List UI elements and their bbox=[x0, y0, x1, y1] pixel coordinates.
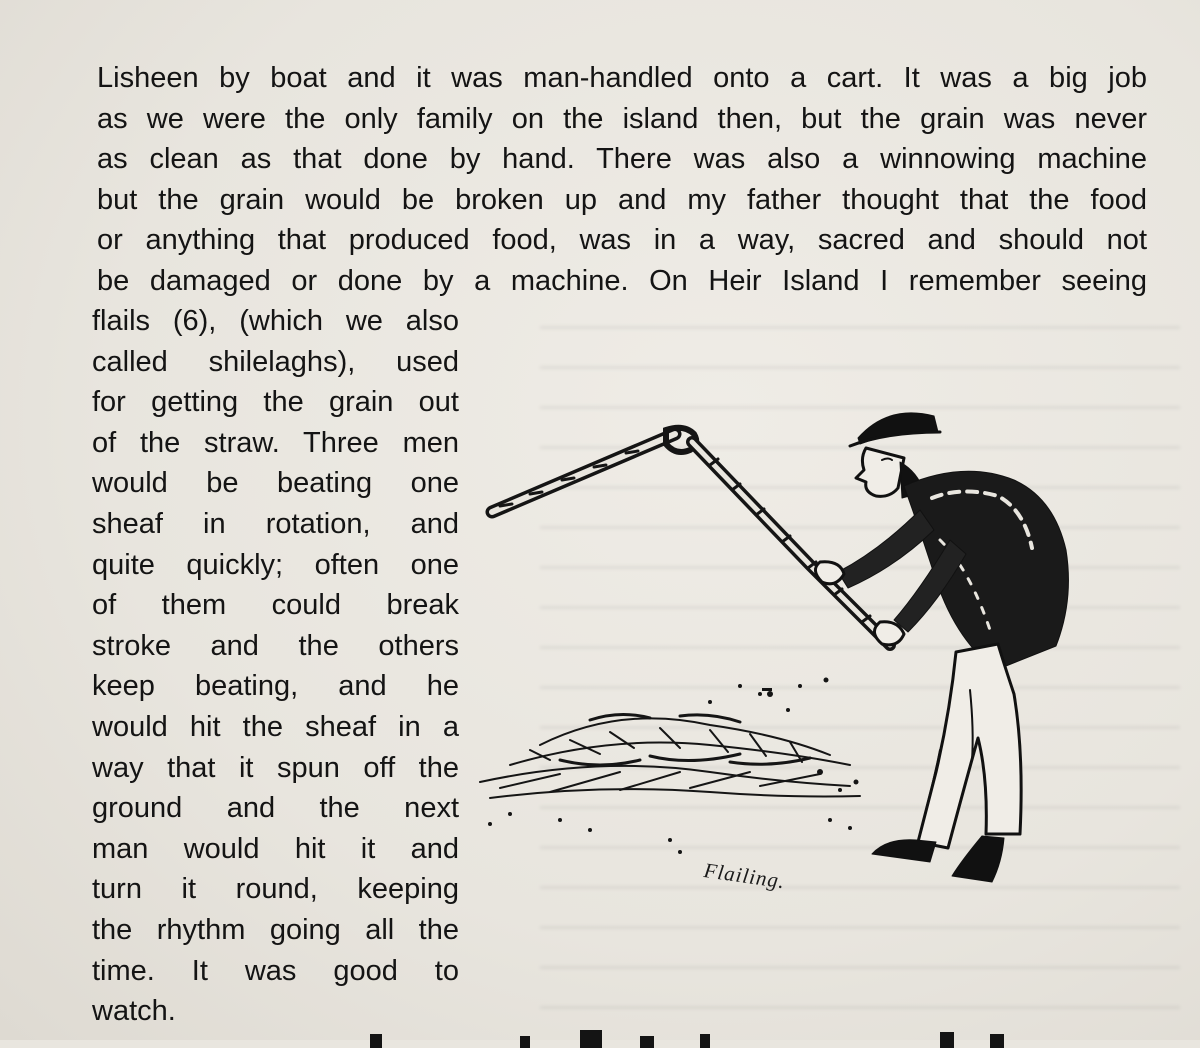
straw-sheaf bbox=[480, 714, 860, 798]
flailing-drawing bbox=[470, 390, 1170, 910]
text-line: turn it round, keeping bbox=[92, 873, 459, 906]
text-line: Lisheen by boat and it was man-handled onto a cart. It was a big job bbox=[97, 62, 1147, 94]
cut-off-text-icon bbox=[0, 1028, 1200, 1048]
text-line: time. It was good to bbox=[92, 954, 459, 987]
text-line: be damaged or done by a machine. On Heir Island I remember seeing bbox=[97, 264, 1147, 297]
body-paragraph-column bbox=[92, 301, 459, 1032]
text-line: of them could break bbox=[92, 589, 459, 622]
flying-grain bbox=[488, 678, 859, 855]
text-line: as clean as that done by hand. There was also a winnowing machine bbox=[97, 143, 1147, 175]
text-line: for getting the grain out bbox=[92, 386, 459, 419]
text-line: would be beating one bbox=[92, 467, 459, 500]
flailing-illustration bbox=[470, 390, 1170, 910]
text-line: but the grain would be broken up and my father thought that the food bbox=[97, 183, 1147, 216]
illustration-caption: Flailing. bbox=[702, 858, 787, 894]
text-line: flails (6), (which we also bbox=[92, 305, 459, 337]
text-line: keep beating, and he bbox=[92, 670, 459, 703]
text-line: stroke and the others bbox=[92, 629, 459, 662]
next-line-fragment bbox=[0, 1028, 1200, 1048]
thresher-figure bbox=[815, 413, 1068, 882]
text-line: or anything that produced food, was in a way, sacred and should not bbox=[97, 224, 1147, 256]
body-paragraph-top bbox=[97, 58, 1147, 301]
text-line: way that it spun off the bbox=[92, 751, 459, 784]
text-line: man would hit it and bbox=[92, 832, 459, 865]
text-line: called shilelaghs), used bbox=[92, 345, 459, 378]
flail-icon bbox=[492, 428, 890, 645]
text-line: would hit the sheaf in a bbox=[92, 710, 459, 743]
text-line: ground and the next bbox=[92, 792, 459, 825]
text-line: of the straw. Three men bbox=[92, 426, 459, 459]
text-line: as we were the only family on the island then, but the grain was never bbox=[97, 102, 1147, 135]
text-line: watch. bbox=[92, 995, 176, 1028]
text-line: quite quickly; often one bbox=[92, 548, 459, 581]
text-line: sheaf in rotation, and bbox=[92, 507, 459, 540]
text-line: the rhythm going all the bbox=[92, 913, 459, 946]
